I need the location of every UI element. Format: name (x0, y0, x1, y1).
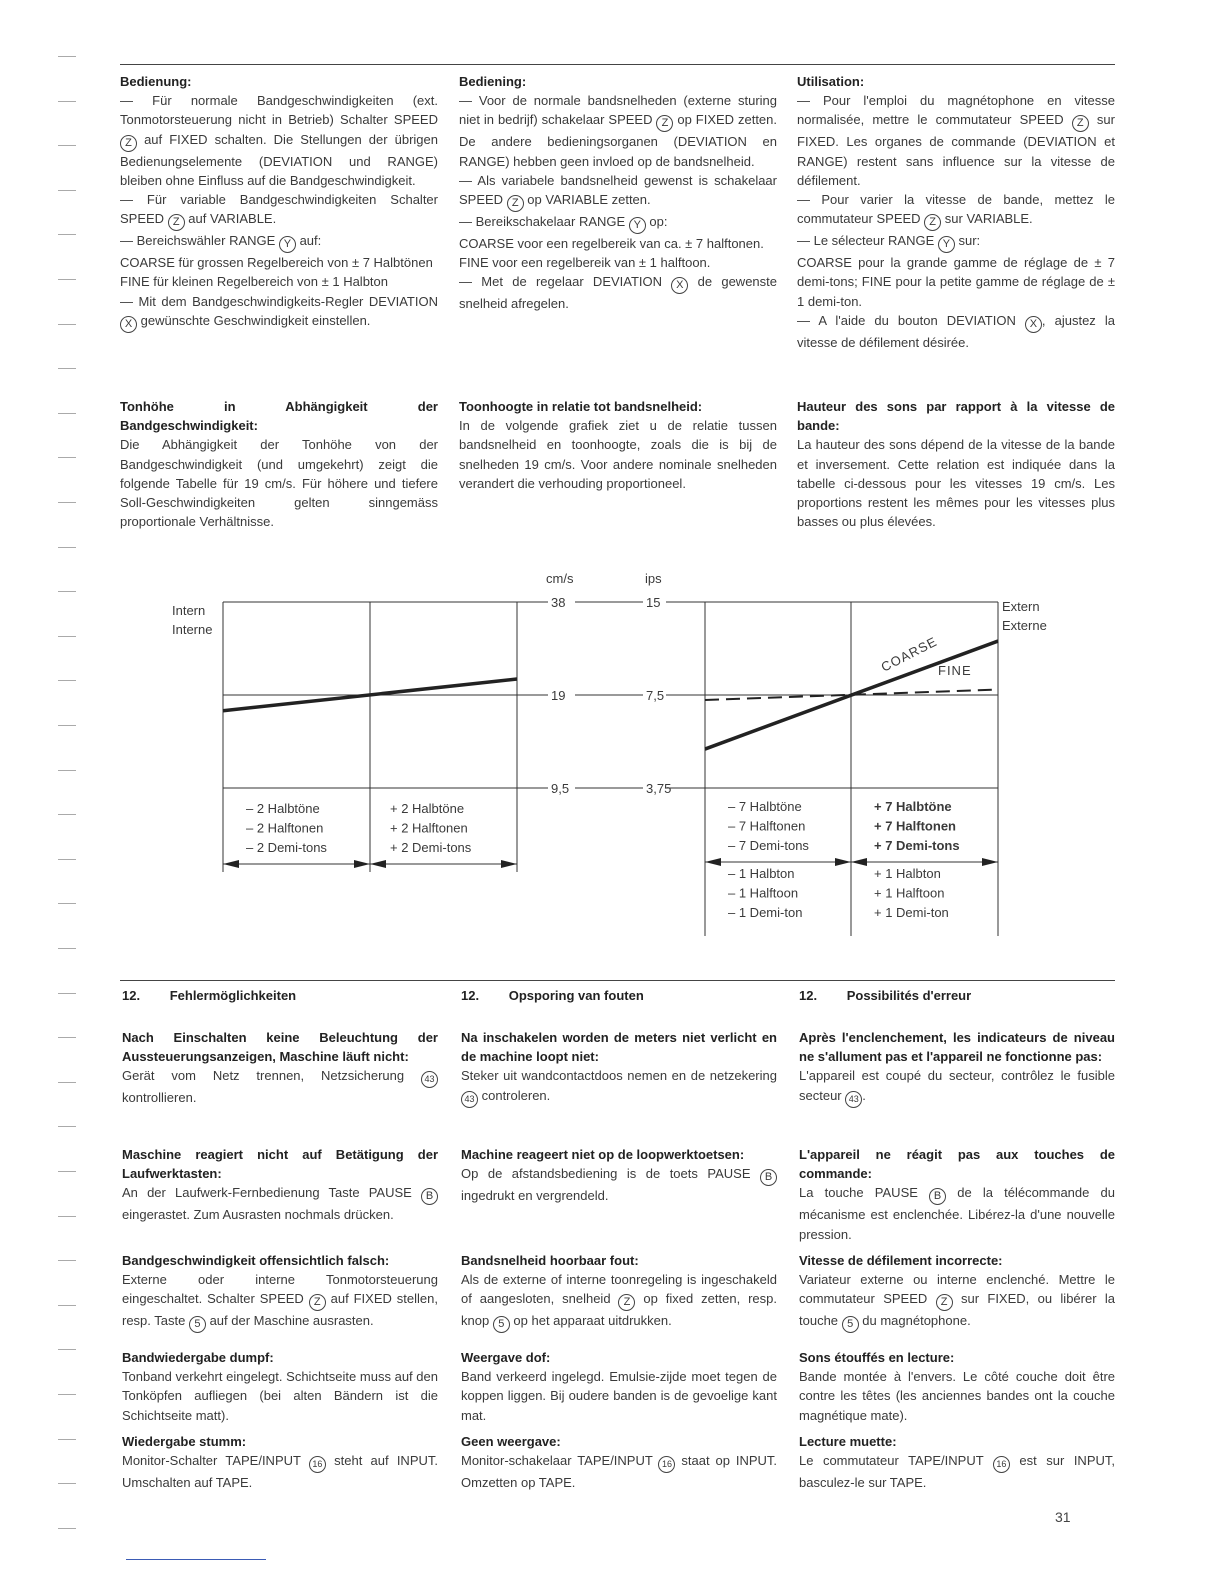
range-arrow-coarse-plus-head-left (851, 858, 867, 866)
paragraph: COARSE voor een regelbereik van ca. ± 7 halftonen. (459, 236, 764, 252)
operation-de-heading: Bedienung: (120, 74, 192, 89)
margin-tick (58, 993, 76, 994)
fault-answer: Variateur externe ou interne enclenché. Mettre le commutateur SPEED Z sur FIXED, ou libérer la touche 5 du magnétophone. (799, 1270, 1115, 1333)
paragraph: — Mit dem Bandgeschwindigkeits-Regler DEVIATION X gewünschte Geschwindigkeit einstellen. (120, 292, 438, 333)
margin-tick (58, 1305, 76, 1306)
fault-answer: L'appareil est coupé du secteur, contrôlez le fusible secteur 43 . (799, 1066, 1115, 1107)
fault-item-nl (461, 1028, 777, 1108)
fault-item-fr (799, 1348, 1115, 1425)
tick-label-cms: 19 (551, 688, 566, 703)
fault-item-de (122, 1348, 438, 1425)
ref-mark-x: X (671, 277, 688, 294)
operation-fr-body (797, 91, 1115, 352)
fault-question: Après l'enclenchement, les indicateurs de niveau ne s'allument pas et l'appareil ne fonctionne pas: (799, 1030, 1115, 1065)
margin-tick (58, 279, 76, 280)
range-arrow-coarse-plus-head-right (982, 858, 998, 866)
fault-item-de (122, 1028, 438, 1108)
faults-num-nl: 12. (461, 988, 480, 1003)
ref-mark-5: 5 (493, 1316, 510, 1333)
tick-label-ips: 3,75 (646, 781, 672, 796)
margin-tick (58, 368, 76, 369)
faults-title-nl (461, 986, 644, 1005)
ref-mark-z: Z (618, 1294, 635, 1311)
y-unit-cms: cm/s (546, 571, 574, 586)
ref-mark-16: 16 (309, 1456, 326, 1473)
fault-item-nl (461, 1348, 777, 1425)
operation-nl-body (459, 91, 777, 313)
margin-tick (58, 413, 76, 414)
ref-mark-43: 43 (845, 1091, 862, 1108)
range-arrow-left-plus-head-left (370, 860, 386, 868)
fault-item-nl (461, 1145, 777, 1205)
range-label-coarse-minus: – 7 Halftonen (728, 818, 806, 834)
paragraph: COARSE für grossen Regelbereich von ± 7 Halbtönen (120, 255, 433, 271)
margin-tick (58, 324, 76, 325)
right-panel-label: Extern (1002, 599, 1040, 614)
fault-question: Lecture muette: (799, 1434, 897, 1449)
fault-item-de (122, 1432, 438, 1492)
pitch-nl (459, 397, 777, 493)
tick-label-ips: 7,5 (646, 688, 665, 703)
ref-mark-z: Z (1072, 115, 1089, 132)
margin-tick (58, 1260, 76, 1261)
range-label-left-plus: + 2 Demi-tons (390, 840, 472, 855)
range-label-fine-minus: – 1 Halbton (728, 866, 795, 881)
pitch-nl-text: In de volgende grafiek ziet u de relatie tussen bandsnelheid en toonhoogte, zoals die is bij de snelheden 19 cm/s. Voor andere nominale snelheden verandert die verhouding proportioneel. (459, 418, 777, 491)
fault-answer: An der Laufwerk-Fernbedienung Taste PAUSE B eingerastet. Zum Ausrasten nochmals drücken. (122, 1183, 438, 1224)
bottom-accent-rule (126, 1559, 266, 1560)
range-label-coarse-plus: + 7 Halftonen (874, 818, 956, 834)
fault-answer: Band verkeerd ingelegd. Emulsie-zijde moet tegen de koppen liggen. Bij oudere banden is de gevoelige kant mat. (461, 1369, 777, 1423)
margin-tick (58, 1349, 76, 1350)
ref-mark-z: Z (656, 115, 673, 132)
fault-question: Bandsnelheid hoorbaar fout: (461, 1253, 639, 1268)
margin-tick (58, 1394, 76, 1395)
margin-tick (58, 1528, 76, 1529)
range-arrow-left-plus-head-right (501, 860, 517, 868)
fault-answer: Externe oder interne Tonmotorsteuerung eingeschaltet. Schalter SPEED Z auf FIXED stellen, resp. Taste 5 auf der Maschine ausrasten. (122, 1270, 438, 1333)
left-panel-label: Interne (172, 622, 213, 637)
ref-mark-16: 16 (658, 1456, 675, 1473)
fault-question: Bandwiedergabe dumpf: (122, 1350, 274, 1365)
fault-answer: Monitor-Schalter TAPE/INPUT 16 steht auf INPUT. Umschalten auf TAPE. (122, 1453, 438, 1491)
ref-mark-z: Z (507, 195, 524, 212)
ref-mark-z: Z (309, 1294, 326, 1311)
operation-nl-heading: Bediening: (459, 74, 527, 89)
paragraph: — A l'aide du bouton DEVIATION X , ajustez la vitesse de défilement désirée. (797, 312, 1115, 350)
fault-question: Nach Einschalten keine Beleuchtung der Aussteuerungsanzeigen, Maschine läuft nicht: (122, 1030, 438, 1065)
fault-question: L'appareil ne réagit pas aux touches de commande: (799, 1147, 1115, 1182)
paragraph: FINE voor een regelbereik van ± 1 halftoon. (459, 255, 711, 271)
faults-label-de: Fehlermöglichkeiten (169, 988, 297, 1003)
margin-tick (58, 234, 76, 235)
range-label-fine-plus: + 1 Demi-ton (874, 905, 949, 920)
fault-question: Na inschakelen worden de meters niet verlicht en de machine loopt niet: (461, 1030, 777, 1065)
margin-tick (58, 56, 76, 57)
pitch-nl-heading: Toonhoogte in relatie tot bandsnelheid: (459, 399, 703, 414)
paragraph: — Voor de normale bandsnelheden (externe sturing niet in bedrijf) schakelaar SPEED Z op FIXED zetten. De andere bedieningsorganen (DEVIATION en RANGE) hebben geen invloed op de bandsnelheid. (459, 93, 778, 169)
range-label-fine-plus: + 1 Halbton (874, 866, 941, 881)
fault-question: Wiedergabe stumm: (122, 1434, 247, 1449)
margin-tick (58, 1171, 76, 1172)
margin-tick (58, 1037, 76, 1038)
ref-mark-16: 16 (993, 1456, 1010, 1473)
tick-label-cms: 38 (551, 595, 566, 610)
fault-item-de (122, 1251, 438, 1333)
fault-question: Maschine reagiert nicht auf Betätigung der Laufwerktasten: (122, 1147, 438, 1182)
ref-mark-5: 5 (842, 1316, 859, 1333)
margin-tick (58, 1082, 76, 1083)
faults-label-fr: Possibilités d'erreur (846, 988, 972, 1003)
margin-tick (58, 1216, 76, 1217)
paragraph: — Als variabele bandsnelheid gewenst is schakelaar SPEED Z op VARIABLE zetten. (459, 171, 777, 212)
margin-tick (58, 1126, 76, 1127)
operation-nl (459, 72, 777, 314)
range-label-coarse-minus: – 7 Halbtöne (728, 799, 802, 814)
paragraph: — Für variable Bandgeschwindigkeiten Schalter SPEED Z auf VARIABLE. (120, 190, 438, 231)
fault-question: Sons étouffés en lecture: (799, 1350, 955, 1365)
pitch-speed-chart (0, 560, 1224, 950)
paragraph: — Bereichswähler RANGE Y auf: (120, 231, 438, 253)
fault-question: Weergave dof: (461, 1350, 551, 1365)
faults-title-fr (799, 986, 971, 1005)
margin-tick (58, 547, 76, 548)
range-label-left-minus: – 2 Demi-tons (246, 840, 327, 855)
faults-title-de (122, 986, 296, 1005)
left-panel-label: Intern (172, 603, 206, 618)
margin-tick (58, 1483, 76, 1484)
faults-num-fr: 12. (799, 988, 818, 1003)
pitch-de-text: Die Abhängigkeit der Tonhöhe von der Bandgeschwindigkeit (und umgekehrt) zeigt die folgende Tabelle für 19 cm/s. Für höhere und tiefere Soll-Geschwindigkeiten gelten sinngemäss proportionale Verhältnisse. (120, 437, 438, 530)
range-arrow-left-minus-head-left (223, 860, 239, 868)
fault-answer: Tonband verkehrt eingelegt. Schichtseite muss auf den Tonköpfen aufliegen (bei alten Bändern ist die Schichtseite matt). (122, 1369, 438, 1423)
ref-mark-y: Y (279, 236, 296, 253)
fault-answer: Op de afstandsbediening is de toets PAUSE B ingedrukt en vergrendeld. (461, 1164, 777, 1205)
faults-num-de: 12. (122, 988, 141, 1003)
range-arrow-coarse-minus-head-left (705, 858, 721, 866)
fault-item-nl (461, 1432, 777, 1492)
fault-answer: Gerät vom Netz trennen, Netzsicherung 43 kontrollieren. (122, 1066, 438, 1107)
paragraph: — Bereikschakelaar RANGE Y op: (459, 212, 777, 234)
fault-answer: La touche PAUSE B de la télécommande du mécanisme est enclenchée. Libérez-la d'une nouvelle pression. (799, 1185, 1115, 1242)
y-unit-ips: ips (645, 571, 662, 586)
fault-answer: Le commutateur TAPE/INPUT 16 est sur INPUT, basculez-le sur TAPE. (799, 1453, 1115, 1491)
margin-tick (58, 502, 76, 503)
ref-mark-z: Z (936, 1294, 953, 1311)
ref-mark-z: Z (120, 135, 137, 152)
paragraph: — Met de regelaar DEVIATION X de gewenste snelheid afregelen. (459, 274, 777, 312)
tick-label-cms: 9,5 (551, 781, 570, 796)
range-label-coarse-plus: + 7 Demi-tons (874, 838, 960, 853)
margin-tick (58, 457, 76, 458)
paragraph: — Pour l'emploi du magnétophone en vitesse normalisée, mettre le commutateur SPEED Z sur FIXED. Les organes de commande (DEVIATION et RANGE) restent sans influence sur la vitesse de défilement. (797, 93, 1115, 188)
range-arrow-left-minus-head-right (354, 860, 370, 868)
fault-question: Machine reageert niet op de loopwerktoetsen: (461, 1147, 745, 1162)
fault-answer: Als de externe of interne toonregeling is ingeschakeld of aangesloten, snelheid Z op fixed zetten, resp. knop 5 op het apparaat uitdrukken. (461, 1270, 777, 1333)
range-label-left-plus: + 2 Halftonen (390, 820, 468, 836)
ref-mark-y: Y (629, 217, 646, 234)
ref-mark-43: 43 (461, 1091, 478, 1108)
ref-mark-43: 43 (421, 1071, 438, 1088)
range-label-left-plus: + 2 Halbtöne (390, 801, 465, 816)
fault-item-nl (461, 1251, 777, 1333)
margin-tick (58, 101, 76, 102)
range-label-fine-minus: – 1 Halftoon (728, 885, 799, 901)
paragraph: FINE für kleinen Regelbereich von ± 1 Halbton (120, 274, 388, 290)
fault-item-fr (799, 1432, 1115, 1492)
range-label-fine-plus: + 1 Halftoon (874, 885, 945, 901)
series-label-fine: FINE (938, 663, 972, 678)
fault-answer: Monitor-schakelaar TAPE/INPUT 16 staat op INPUT. Omzetten op TAPE. (461, 1453, 777, 1491)
range-label-coarse-minus: – 7 Demi-tons (728, 838, 809, 853)
pitch-de-heading: Tonhöhe in Abhängigkeit der Bandgeschwindigkeit: (120, 399, 438, 434)
right-panel-label: Externe (1002, 618, 1047, 633)
range-label-left-minus: – 2 Halbtöne (246, 801, 320, 816)
page-number: 31 (1055, 1509, 1071, 1525)
range-label-coarse-plus: + 7 Halbtöne (874, 799, 952, 814)
fault-answer: Bande montée à l'envers. Le côté couche doit être contre les têtes (les anciennes bandes ont la couche magnétique mate). (799, 1369, 1115, 1423)
ref-mark-x: X (120, 316, 137, 333)
range-label-fine-minus: – 1 Demi-ton (728, 905, 803, 920)
paragraph: — Pour varier la vitesse de bande, mettez le commutateur SPEED Z sur VARIABLE. (797, 190, 1115, 231)
fault-question: Vitesse de défilement incorrecte: (799, 1253, 1003, 1268)
ref-mark-z: Z (168, 214, 185, 231)
fault-item-fr (799, 1145, 1115, 1244)
range-arrow-coarse-minus-head-right (835, 858, 851, 866)
margin-tick (58, 145, 76, 146)
ref-mark-b: B (929, 1188, 946, 1205)
paragraph: — Für normale Bandgeschwindigkeiten (ext. Tonmotorsteuerung nicht in Betrieb) Schalter SPEED Z auf FIXED schalten. Die Stellungen der übrigen Bedienungselemente (DEVIATION und RANGE) bleiben ohne Einfluss auf die Bandgeschwindigkeit. (120, 93, 438, 188)
fault-question: Bandgeschwindigkeit offensichtlich falsch: (122, 1253, 390, 1268)
pitch-fr (797, 397, 1115, 531)
ref-mark-b: B (760, 1169, 777, 1186)
ref-mark-b: B (421, 1188, 438, 1205)
fault-item-fr (799, 1028, 1115, 1108)
operation-de (120, 72, 438, 333)
tick-label-ips: 15 (646, 595, 661, 610)
ref-mark-5: 5 (189, 1316, 206, 1333)
fault-question: Geen weergave: (461, 1434, 561, 1449)
pitch-de (120, 397, 438, 531)
ref-mark-x: X (1025, 316, 1042, 333)
margin-tick (58, 1439, 76, 1440)
pitch-fr-text: La hauteur des sons dépend de la vitesse de la bande et inversement. Cette relation est indiquée dans la tabelle ci-dessous pour les vitesses 19 cm/s. Les proportions restent les mêmes pour les vitesses plus basses ou plus élevées. (797, 437, 1115, 530)
margin-tick (58, 190, 76, 191)
faults-rule (120, 980, 1115, 981)
faults-label-nl: Opsporing van fouten (508, 988, 644, 1003)
fault-item-fr (799, 1251, 1115, 1333)
operation-de-body (120, 91, 438, 333)
operation-fr (797, 72, 1115, 352)
top-rule (120, 64, 1115, 65)
paragraph: — Le sélecteur RANGE Y sur: (797, 231, 1115, 253)
operation-fr-heading: Utilisation: (797, 74, 865, 89)
ref-mark-z: Z (924, 214, 941, 231)
range-label-left-minus: – 2 Halftonen (246, 820, 324, 836)
fault-item-de (122, 1145, 438, 1225)
paragraph: COARSE pour la grande gamme de réglage de ± 7 demi-tons; FINE pour la petite gamme de réglage de ± 1 demi-ton. (797, 255, 1115, 309)
pitch-fr-heading: Hauteur des sons par rapport à la vitesse de bande: (797, 399, 1115, 434)
fault-answer: Steker uit wandcontactdoos nemen en de netzekering 43 controleren. (461, 1066, 777, 1107)
series-label-coarse: COARSE (878, 633, 940, 675)
ref-mark-y: Y (938, 236, 955, 253)
